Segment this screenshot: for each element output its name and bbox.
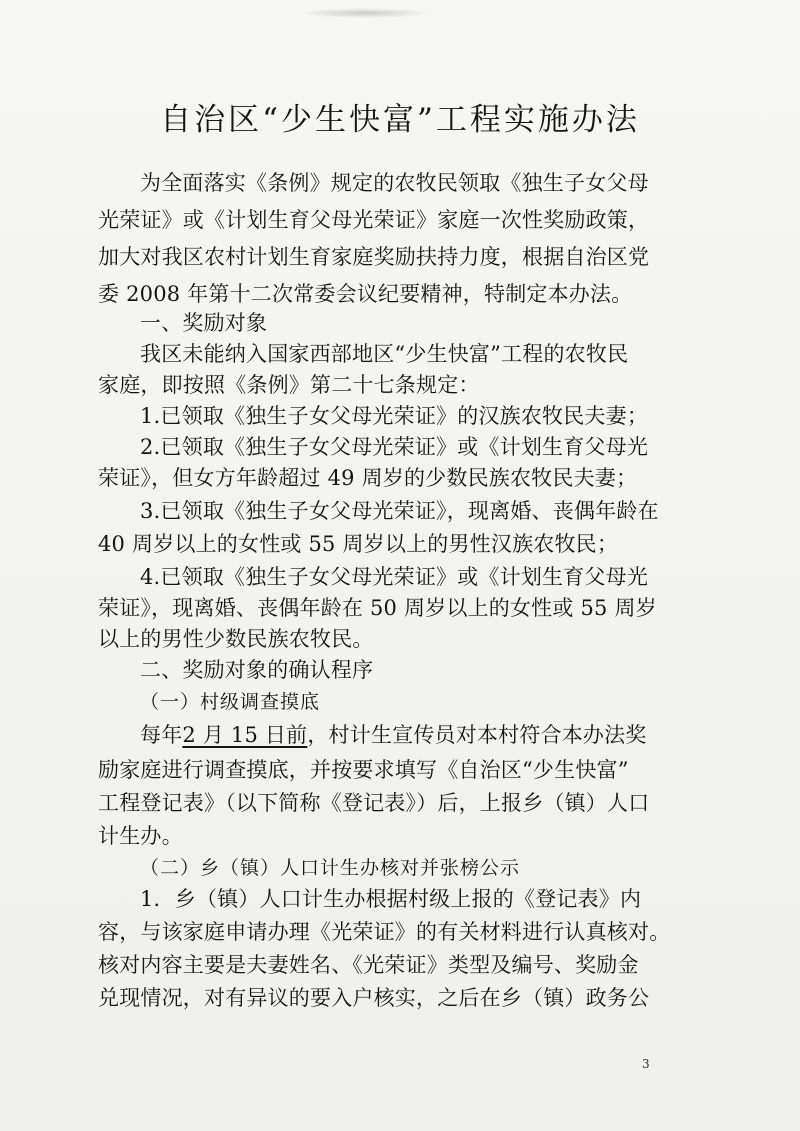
paragraph-line: 计生办。: [98, 824, 183, 848]
paragraph-line: 容，与该家庭申请办理《光荣证》的有关材料进行认真核对。: [98, 920, 671, 944]
paragraph-line: 兑现情况，对有异议的要入户核实，之后在乡（镇）政务公: [98, 986, 650, 1010]
scan-artifact: [300, 8, 430, 18]
paragraph-line: 家庭，即按照《条例》第二十七条规定：: [98, 373, 480, 397]
paragraph-line: 核对内容主要是夫妻姓名、《光荣证》类型及编号、奖励金: [98, 953, 639, 977]
list-item: 1.已领取《独生子女父母光荣证》的汉族农牧民夫妻；: [140, 404, 649, 428]
list-item-continuation: 以上的男性少数民族农牧民。: [98, 627, 374, 651]
paragraph-line: 为全面落实《条例》规定的农牧民领取《独生子女父母: [140, 171, 649, 195]
paragraph-line: 委 2008 年第十二次常委会议纪要精神，特制定本办法。: [98, 282, 633, 306]
section-heading: 一、奖励对象: [140, 311, 268, 335]
paragraph-line: 1．乡（镇）人口计生办根据村级上报的《登记表》内: [140, 887, 642, 911]
list-item: 3.已领取《独生子女父母光荣证》，现离婚、丧偶年龄在: [140, 499, 659, 523]
list-item-continuation: 荣证》，但女方年龄超过 49 周岁的少数民族农牧民夫妻；: [98, 466, 638, 490]
paragraph-line: [140, 720, 760, 750]
paragraph-line: 我区未能纳入国家西部地区“少生快富”工程的农牧民: [140, 342, 629, 366]
list-item-continuation: 40 周岁以上的女性或 55 周岁以上的男性汉族农牧民；: [98, 532, 619, 556]
paragraph-line: 加大对我区农村计划生育家庭奖励扶持力度，根据自治区党: [98, 245, 650, 269]
list-item: 2.已领取《独生子女父母光荣证》或《计划生育父母光: [140, 435, 649, 459]
paragraph-line: 光荣证》或《计划生育父母光荣证》家庭一次性奖励政策，: [98, 208, 650, 232]
subsection-heading: （二）乡（镇）人口计生办核对并张榜公示: [140, 857, 521, 879]
text-segment: 每年: [140, 723, 183, 747]
text-segment: ，村计生宣传员对本村符合本办法奖: [307, 723, 647, 747]
paragraph-line: 工程登记表》（以下简称《登记表》）后，上报乡（镇）人口: [98, 791, 650, 815]
page-number: 3: [642, 1057, 650, 1071]
document-title: 自治区“少生快富”工程实施办法: [160, 102, 640, 138]
section-heading: 二、奖励对象的确认程序: [140, 658, 374, 682]
subsection-heading: （一）村级调查摸底: [140, 691, 321, 713]
list-item: 4.已领取《独生子女父母光荣证》或《计划生育父母光: [140, 565, 649, 589]
paragraph-line: 励家庭进行调查摸底，并按要求填写《自治区“少生快富”: [98, 758, 629, 782]
list-item-continuation: 荣证》，现离婚、丧偶年龄在 50 周岁以上的女性或 55 周岁: [98, 596, 657, 620]
underlined-date: 2 月 15 日前: [182, 723, 308, 747]
